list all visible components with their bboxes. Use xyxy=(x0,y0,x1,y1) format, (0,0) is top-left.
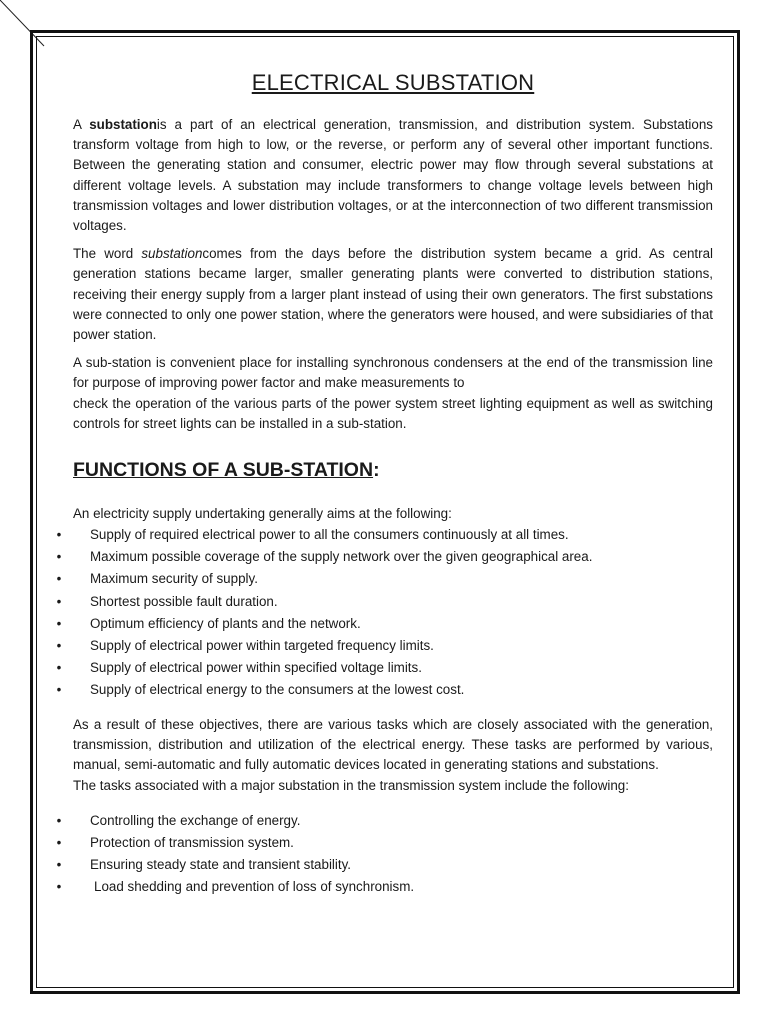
task-item xyxy=(53,810,713,832)
aim-item-text: Supply of electrical power within targeted frequency limits. xyxy=(90,637,434,653)
bullet-icon: • xyxy=(56,593,62,609)
aim-item xyxy=(53,635,713,657)
bullet-icon: • xyxy=(56,615,62,631)
bullet-icon: • xyxy=(56,812,62,828)
word-lead: The word xyxy=(73,246,142,262)
bullet-icon: • xyxy=(56,834,62,850)
word-text: comes from the days before the distribution system became a grid. As central generation stations became larger, smaller generating plants were converted to distribution stations, receiving their energy supply from a larger plant instead of using their own generators. The first substations were connected to only one power station, where the generators were housed, and were subsidiaries of that power station. xyxy=(73,246,713,343)
task-item-text: Ensuring steady state and transient stability. xyxy=(90,857,352,872)
task-item-text: Controlling the exchange of energy. xyxy=(90,812,301,828)
bullet-icon: • xyxy=(56,857,62,872)
task-item xyxy=(53,854,713,876)
term-substation-italic: substation xyxy=(141,246,203,262)
aim-item-text: Supply of required electrical power to all the consumers continuously at all times. xyxy=(90,527,569,543)
task-item-text: Load shedding and prevention of loss of synchronism. xyxy=(94,879,415,895)
bullet-icon: • xyxy=(56,527,62,543)
document-body xyxy=(56,70,713,898)
bullet-icon: • xyxy=(56,659,62,675)
aim-item-text: Maximum possible coverage of the supply network over the given geographical area. xyxy=(90,549,593,565)
supply-intro: An electricity supply undertaking generally aims at the following: xyxy=(73,506,452,522)
word-origin-paragraph xyxy=(73,244,713,345)
bullet-icon: • xyxy=(56,549,62,565)
aim-item xyxy=(53,546,713,568)
aim-item-text: Maximum security of supply. xyxy=(90,571,258,587)
functions-heading-colon: : xyxy=(373,459,380,482)
bullet-icon: • xyxy=(56,571,62,587)
aim-item-text: Shortest possible fault duration. xyxy=(90,593,278,609)
aim-item-text: Supply of electrical energy to the consumers at the lowest cost. xyxy=(90,681,465,697)
functions-heading-text: FUNCTIONS OF A SUB-STATION xyxy=(73,459,374,482)
bullet-icon: • xyxy=(56,879,62,895)
intro-lead: A xyxy=(73,117,90,132)
term-substation: substation xyxy=(89,117,157,132)
task-item xyxy=(53,832,713,854)
functions-heading xyxy=(73,459,713,482)
condenser-paragraph-2: check the operation of the various parts of the power system street lighting equipment as well as switching controls for street lights can be installed in a sub-station. xyxy=(73,395,713,431)
aim-item-text: Supply of electrical power within specified voltage limits. xyxy=(90,659,422,675)
bullet-icon: • xyxy=(56,681,62,697)
intro-text: is a part of an electrical generation, transmission, and distribution system. Substations transform voltage from high to low, or the reverse, or perform any of several other important functions. Between the generating station and consumer, electric power may flow through several substations at different voltage levels. A substation may include transformers to change voltage levels between high transmission voltages and lower distribution voltages, or at the interconnection of two different transmission voltages. xyxy=(73,117,713,234)
aim-item xyxy=(53,679,713,701)
aim-item-text: Optimum efficiency of plants and the network. xyxy=(90,615,361,631)
aim-item xyxy=(53,591,713,613)
result-paragraph: As a result of these objectives, there are various tasks which are closely associated with the generation, transmission, distribution and utilization of the electrical energy. These tasks are performed by various, manual, semi-automatic and fully automatic devices located in generating stations and substations. xyxy=(73,717,713,773)
aim-item xyxy=(53,524,713,546)
tasks-intro: The tasks associated with a major substation in the transmission system include the following: xyxy=(73,777,629,793)
tasks-list xyxy=(53,810,713,898)
condenser-paragraph-1: A sub-station is convenient place for installing synchronous condensers at the end of the transmission line for purpose of improving power factor and make measurements to xyxy=(73,355,713,391)
aims-list xyxy=(53,524,713,701)
aim-item xyxy=(53,613,713,635)
bullet-icon: • xyxy=(56,637,62,653)
aim-item xyxy=(53,568,713,590)
aim-item xyxy=(53,657,713,679)
intro-paragraph xyxy=(73,115,713,236)
task-item xyxy=(53,876,713,898)
task-item-text: Protection of transmission system. xyxy=(90,834,294,850)
page-title: ELECTRICAL SUBSTATION xyxy=(251,70,535,95)
